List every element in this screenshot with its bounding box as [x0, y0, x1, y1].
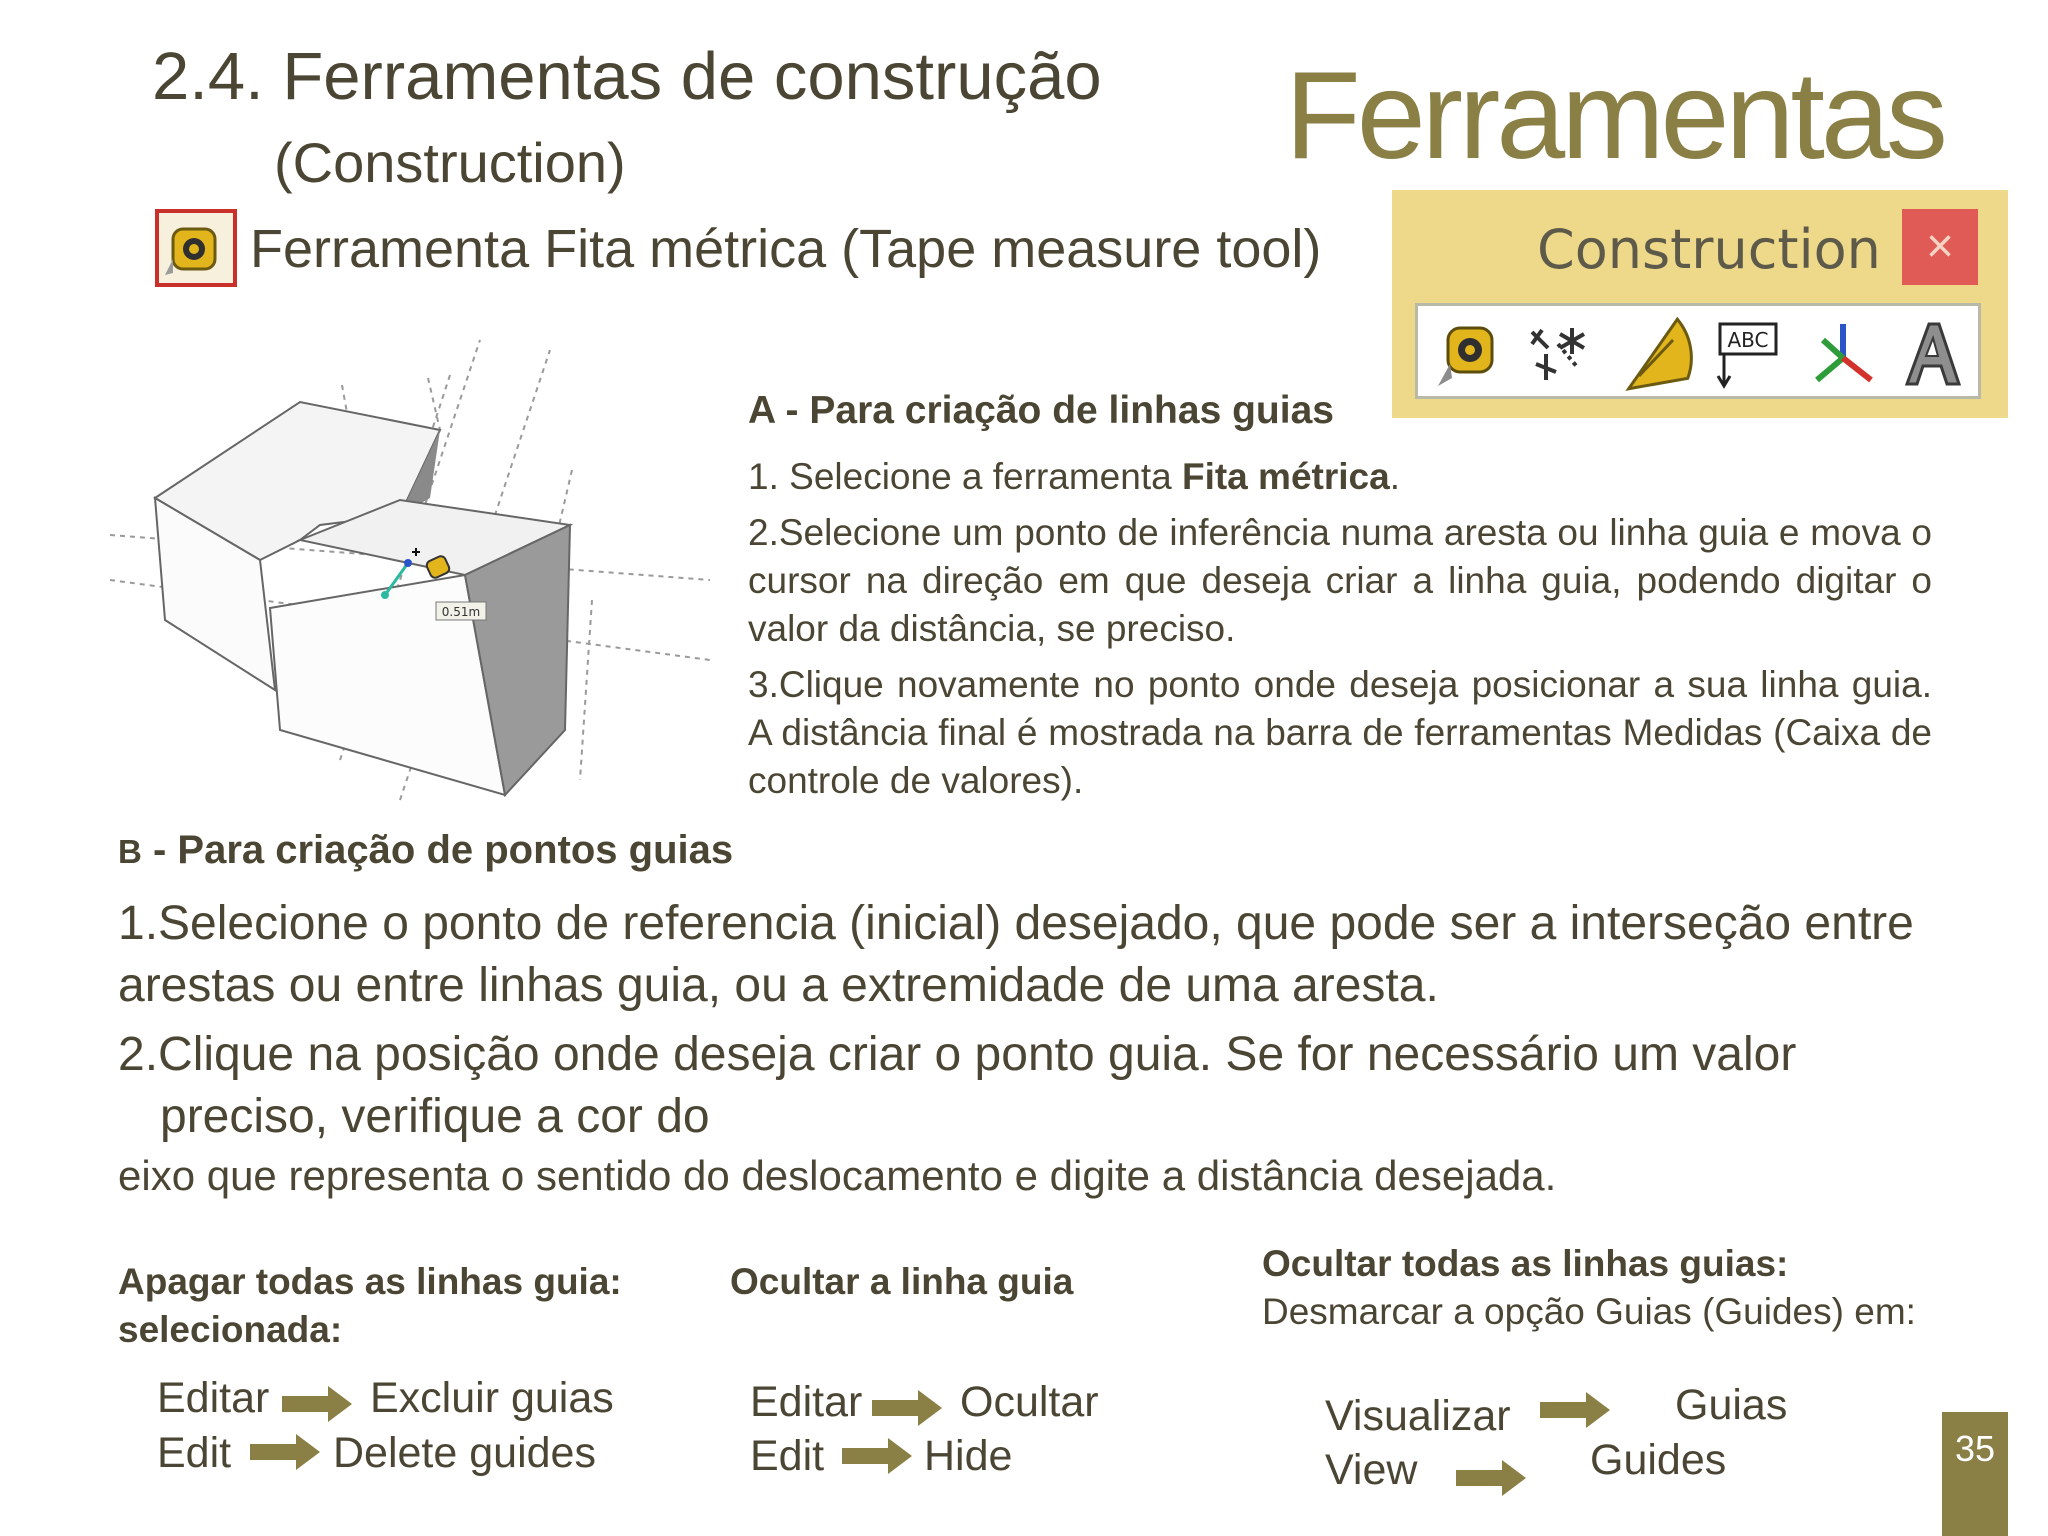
tool-heading: Ferramenta Fita métrica (Tape measure tool)	[250, 219, 1322, 279]
arrow-right-icon	[1456, 1458, 1528, 1498]
protractor-icon[interactable]	[1613, 314, 1693, 394]
arrow-right-icon	[282, 1384, 354, 1424]
section-b-step-2-continued: eixo que representa o sentido do deslocamento e digite a distância desejada.	[118, 1152, 1557, 1199]
svg-text:ABC: ABC	[1727, 328, 1769, 352]
tape-measure-icon	[155, 209, 237, 287]
section-title: 2.4. Ferramentas de construção	[152, 39, 1102, 114]
toolbar-strip	[1415, 303, 1981, 399]
hide-all-description: Desmarcar a opção Guias (Guides) em:	[1262, 1291, 1916, 1332]
close-icon[interactable]: ×	[1902, 209, 1978, 285]
section-a-step-3: 3.Clique novamente no ponto onde deseja posicionar a sua linha guia. A distância final é mostrada na barra de ferramentas Medidas (Caixa de controle de valores).	[748, 664, 1932, 801]
menu-item-ocultar: Ocultar	[960, 1378, 1099, 1426]
arrow-right-icon	[842, 1436, 914, 1476]
construction-toolbar	[1392, 190, 2008, 418]
toolbar-title: Construction	[1537, 218, 1881, 281]
menu-path-visualizar: Visualizar	[1325, 1392, 1511, 1440]
hide-one-heading: Ocultar a linha guia	[730, 1261, 1074, 1302]
menu-item-guides: Guides	[1590, 1436, 1727, 1484]
tape-measure-icon[interactable]	[1428, 314, 1508, 394]
measure-label: 0.51m	[441, 605, 481, 619]
3d-text-icon[interactable]	[1893, 314, 1973, 394]
menu-path-editar: Editar	[157, 1374, 270, 1422]
page-number: 35	[1942, 1412, 2008, 1536]
section-a-heading: A - Para criação de linhas guias	[748, 389, 1334, 432]
menu-path-view: View	[1325, 1446, 1418, 1494]
axes-icon[interactable]	[1803, 314, 1883, 394]
section-subtitle: (Construction)	[274, 131, 626, 194]
dimension-icon[interactable]	[1518, 314, 1598, 394]
menu-path-edit: Edit	[157, 1429, 232, 1477]
section-a-step-1: 1. Selecione a ferramenta Fita métrica.	[748, 456, 1400, 497]
arrow-right-icon	[250, 1432, 322, 1472]
brand-title: Ferramentas	[1285, 47, 1944, 185]
section-b-heading: B - Para criação de pontos guias	[118, 828, 734, 872]
menu-item-delete-guides: Delete guides	[333, 1429, 596, 1477]
tape-measure-illustration	[110, 330, 720, 810]
menu-item-guias: Guias	[1675, 1381, 1788, 1429]
menu-item-excluir-guias: Excluir guias	[370, 1374, 614, 1422]
menu-item-hide: Hide	[924, 1432, 1013, 1480]
menu-path-editar: Editar	[750, 1378, 863, 1426]
section-a-step-2: 2.Selecione um ponto de inferência numa aresta ou linha guia e mova o cursor na direção em que deseja criar a linha guia, podendo digitar o valor da distância, se preciso.	[748, 512, 1932, 649]
hide-all-heading: Ocultar todas as linhas guias:	[1262, 1243, 1789, 1284]
text-icon[interactable]	[1708, 314, 1788, 394]
arrow-right-icon	[872, 1388, 944, 1428]
arrow-right-icon	[1540, 1390, 1612, 1430]
section-b-step-2: 2.Clique na posição onde deseja criar o ponto guia. Se for necessário um valor preciso, verifique a cor do	[118, 1028, 1797, 1143]
menu-path-edit: Edit	[750, 1432, 825, 1480]
section-b-step-1: 1.Selecione o ponto de referencia (inicial) desejado, que pode ser a interseção entre arestas ou entre linhas guia, ou a extremidade de uma aresta.	[118, 897, 1914, 1012]
delete-all-heading: Apagar todas as linhas guia: selecionada:	[118, 1261, 622, 1350]
